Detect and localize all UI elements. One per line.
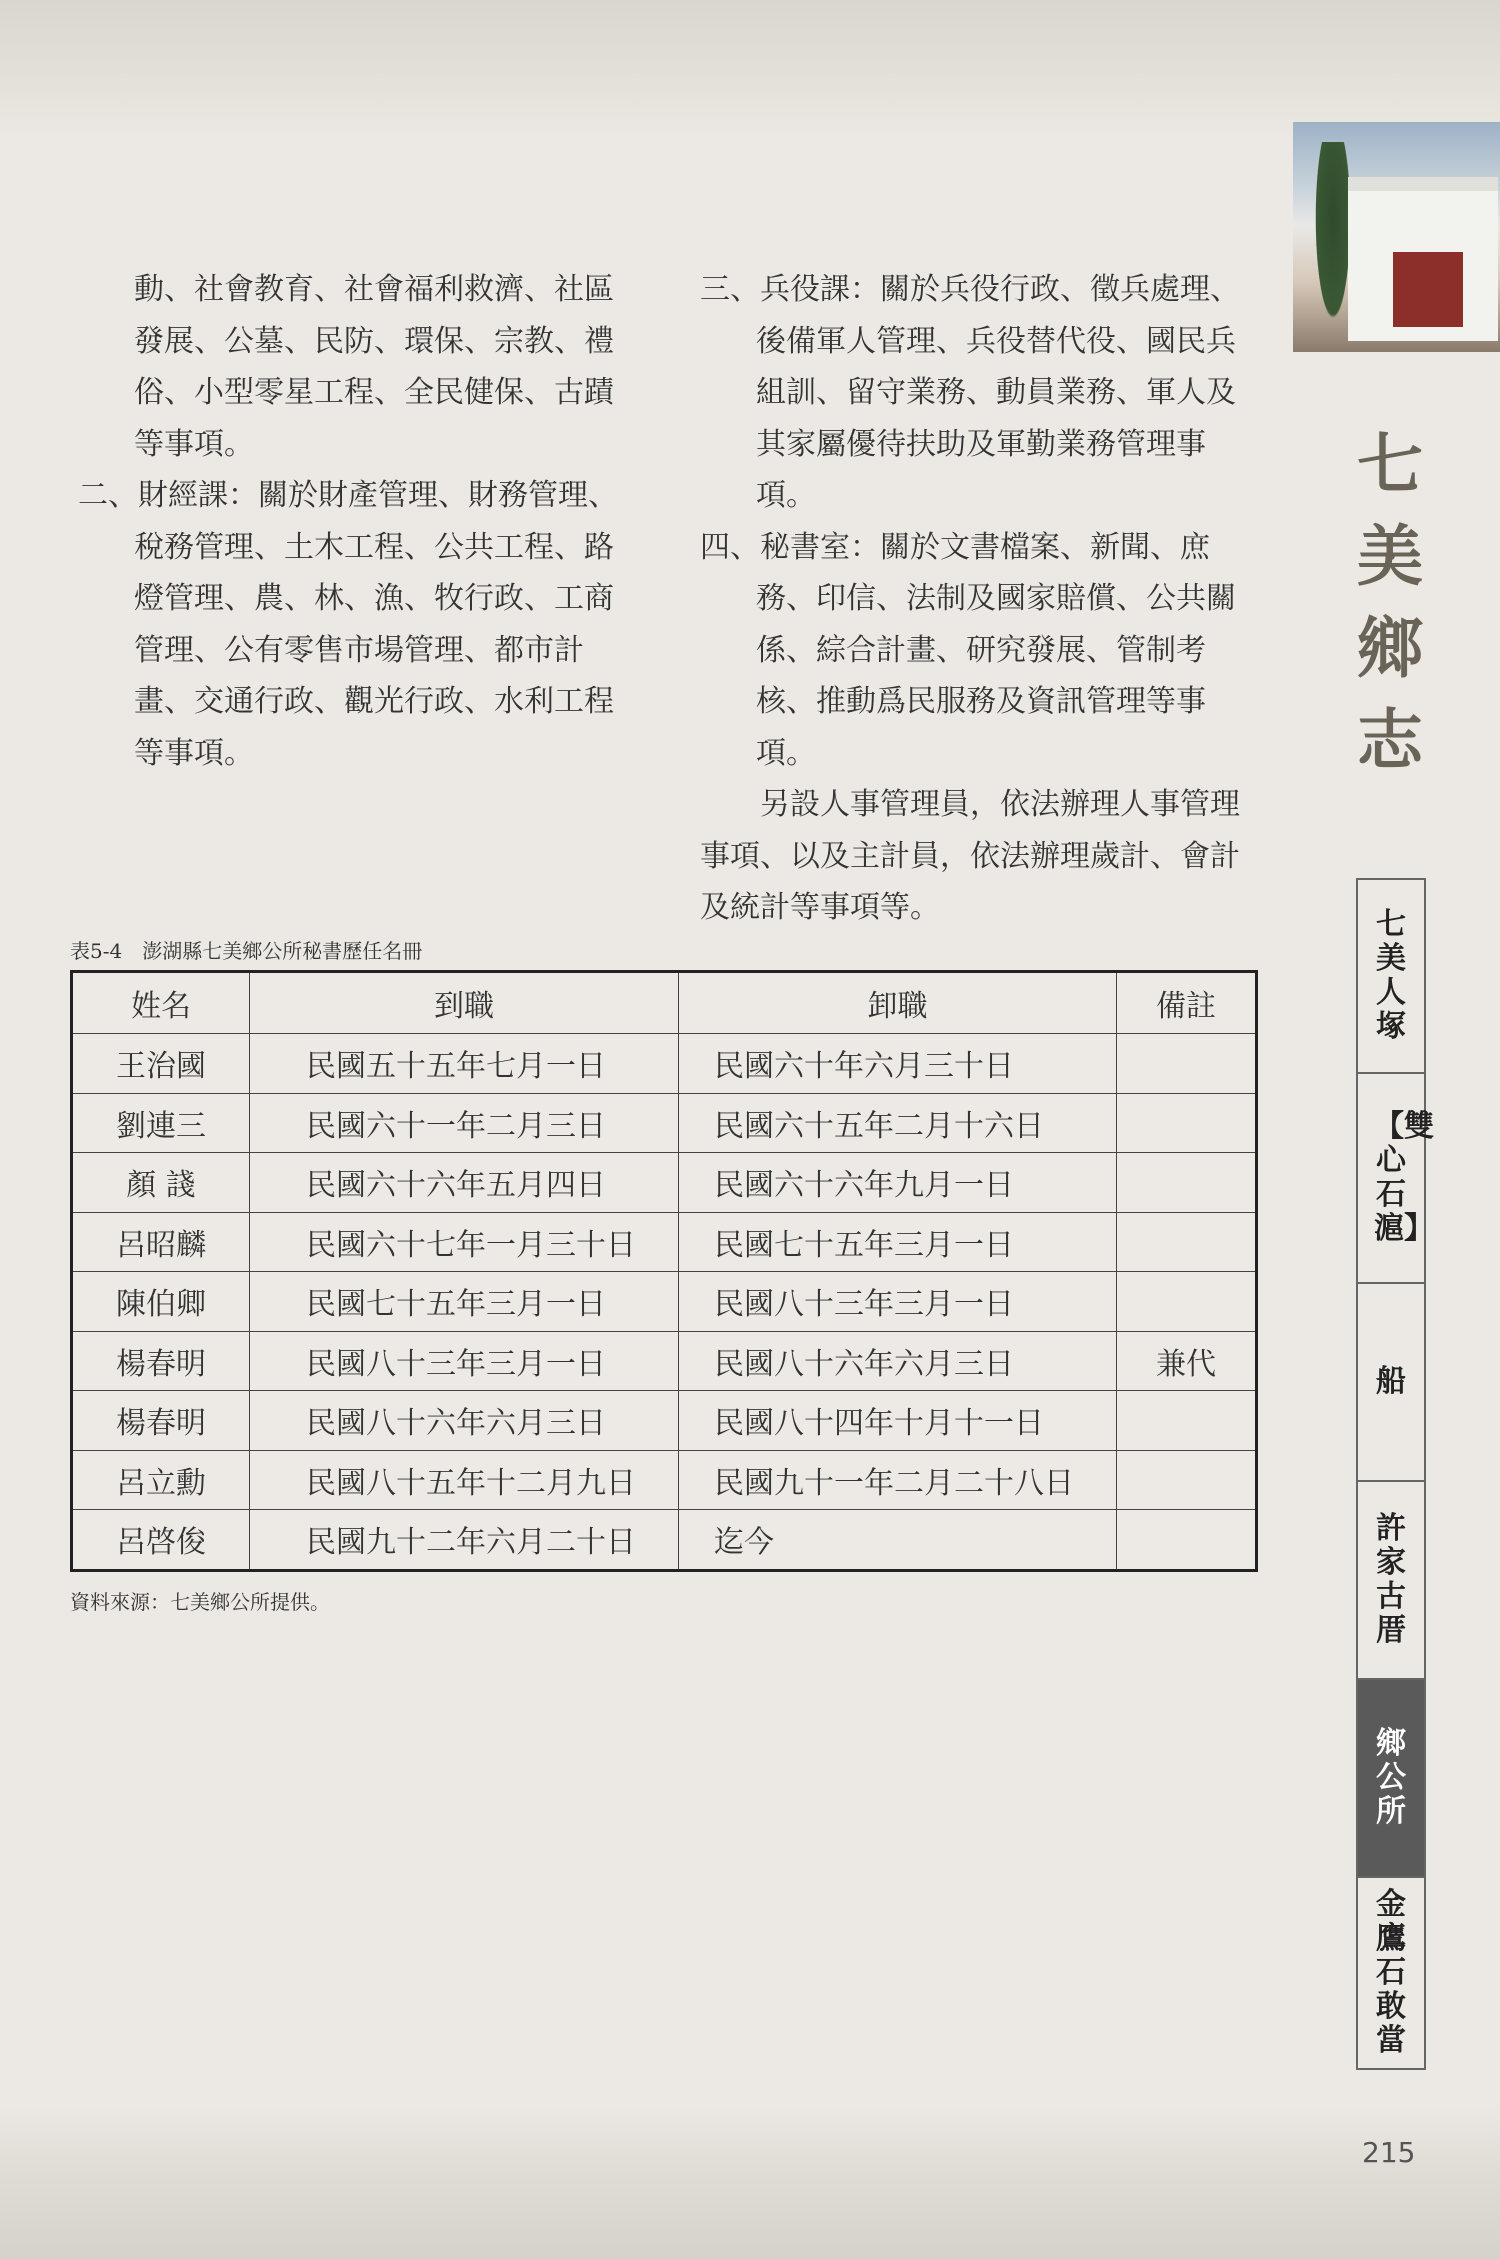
cell-end: 民國六十五年二月十六日 <box>679 1093 1117 1153</box>
table-caption: 表5-4 澎湖縣七美鄉公所秘書歷任名冊 <box>70 939 423 963</box>
cell-note: 兼代 <box>1117 1331 1257 1391</box>
cell-start: 民國六十六年五月四日 <box>250 1153 679 1213</box>
cell-start: 民國八十三年三月一日 <box>250 1331 679 1391</box>
page-number: 215 <box>1362 2136 1416 2169</box>
tab-twin-hearts-weir[interactable] <box>1358 1074 1434 1284</box>
township-office-photo <box>1293 122 1500 352</box>
secretary-roster-table <box>70 970 1258 1572</box>
cell-end: 民國八十三年三月一日 <box>679 1272 1117 1332</box>
table-row <box>72 1510 1257 1571</box>
cell-name: 顏 諓 <box>72 1153 250 1213</box>
cell-start: 民國六十七年一月三十日 <box>250 1212 679 1272</box>
table-row <box>72 1331 1257 1391</box>
cell-note <box>1117 1272 1257 1332</box>
tab-label: 【雙心石滬】 <box>1374 1109 1434 1246</box>
cell-end: 民國六十年六月三十日 <box>679 1034 1117 1094</box>
cell-end: 民國八十四年十月十一日 <box>679 1391 1117 1451</box>
cell-start: 民國五十五年七月一日 <box>250 1034 679 1094</box>
right-text-column <box>700 264 1260 934</box>
header-note: 備註 <box>1117 972 1257 1034</box>
header-start: 到職 <box>250 972 679 1034</box>
cell-note <box>1117 1212 1257 1272</box>
tab-qimei-tomb[interactable] <box>1358 880 1424 1074</box>
tab-township-office[interactable] <box>1358 1680 1424 1878</box>
list-item-military: 三、兵役課：關於兵役行政、徵兵處理、後備軍人管理、兵役替代役、國民兵組訓、留守業務、動員業務、軍人及其家屬優待扶助及軍勤業務管理事項。 <box>700 272 1240 513</box>
cell-start: 民國六十一年二月三日 <box>250 1093 679 1153</box>
cell-start: 民國八十六年六月三日 <box>250 1391 679 1451</box>
cell-name: 楊春明 <box>72 1391 250 1451</box>
cell-note <box>1117 1093 1257 1153</box>
cell-name: 劉連三 <box>72 1093 250 1153</box>
tab-label: 七美人塚 <box>1376 907 1406 1044</box>
cell-end: 民國七十五年三月一日 <box>679 1212 1117 1272</box>
table-source-note: 資料來源：七美鄉公所提供。 <box>70 1590 330 1614</box>
cell-name: 楊春明 <box>72 1331 250 1391</box>
book-title-char: 志 <box>1357 701 1423 779</box>
header-name: 姓名 <box>72 972 250 1034</box>
cell-note <box>1117 1391 1257 1451</box>
cell-start: 民國九十二年六月二十日 <box>250 1510 679 1571</box>
cell-end: 迄今 <box>679 1510 1117 1571</box>
cell-name: 呂昭麟 <box>72 1212 250 1272</box>
cell-end: 民國九十一年二月二十八日 <box>679 1450 1117 1510</box>
book-title-char: 美 <box>1357 517 1423 595</box>
cell-name: 呂立勳 <box>72 1450 250 1510</box>
table-row <box>72 1153 1257 1213</box>
table-row <box>72 1093 1257 1153</box>
list-item-finance: 二、財經課：關於財產管理、財務管理、稅務管理、土木工程、公共工程、路燈管理、農、林、漁、牧行政、工商管理、公有零售市場管理、都市計畫、交通行政、觀光行政、水利工程等事項。 <box>78 478 618 771</box>
cell-end: 民國六十六年九月一日 <box>679 1153 1117 1213</box>
tab-hsu-house[interactable] <box>1358 1482 1424 1680</box>
cell-name: 呂啓俊 <box>72 1510 250 1571</box>
tab-label: 金鷹石敢當 <box>1376 1887 1406 2058</box>
cell-note <box>1117 1153 1257 1213</box>
table-row <box>72 1391 1257 1451</box>
book-title-char: 七 <box>1357 425 1423 503</box>
chapter-tabs <box>1356 878 1434 2070</box>
bottom-wave-border <box>0 2105 1500 2259</box>
header-end: 卸職 <box>679 972 1117 1034</box>
cell-name: 王治國 <box>72 1034 250 1094</box>
cell-start: 民國八十五年十二月九日 <box>250 1450 679 1510</box>
continued-paragraph: 動、社會教育、社會福利救濟、社區發展、公墓、民防、環保、宗教、禮俗、小型零星工程、全民健保、古蹟等事項。 <box>134 272 614 462</box>
table-row <box>72 1450 1257 1510</box>
tab-eagle-stone[interactable] <box>1358 1878 1424 2068</box>
table-row <box>72 1034 1257 1094</box>
table-row <box>72 1212 1257 1272</box>
cell-start: 民國七十五年三月一日 <box>250 1272 679 1332</box>
cell-name: 陳伯卿 <box>72 1272 250 1332</box>
table-row <box>72 1272 1257 1332</box>
cell-end: 民國八十六年六月三日 <box>679 1331 1117 1391</box>
tab-label: 鄉公所 <box>1376 1726 1406 1829</box>
table-header-row <box>72 972 1257 1034</box>
tab-label: 船 <box>1376 1364 1406 1399</box>
tab-boat[interactable] <box>1358 1284 1424 1482</box>
cell-note <box>1117 1034 1257 1094</box>
left-text-column <box>78 264 638 779</box>
list-item-secretariat: 四、秘書室：關於文書檔案、新聞、庶務、印信、法制及國家賠償、公共關係、綜合計畫、研究發展、管制考核、推動爲民服務及資訊管理等事項。 <box>700 529 1236 771</box>
body-paragraph: 另設人事管理員，依法辦理人事管理事項、以及主計員，依法辦理歲計、會計及統計等事項等。 <box>700 787 1240 925</box>
tab-label: 許家古厝 <box>1376 1511 1406 1648</box>
cell-note <box>1117 1450 1257 1510</box>
top-cloud-border <box>0 0 1500 140</box>
book-title <box>1345 418 1435 786</box>
book-title-char: 鄉 <box>1357 609 1423 687</box>
cell-note <box>1117 1510 1257 1571</box>
